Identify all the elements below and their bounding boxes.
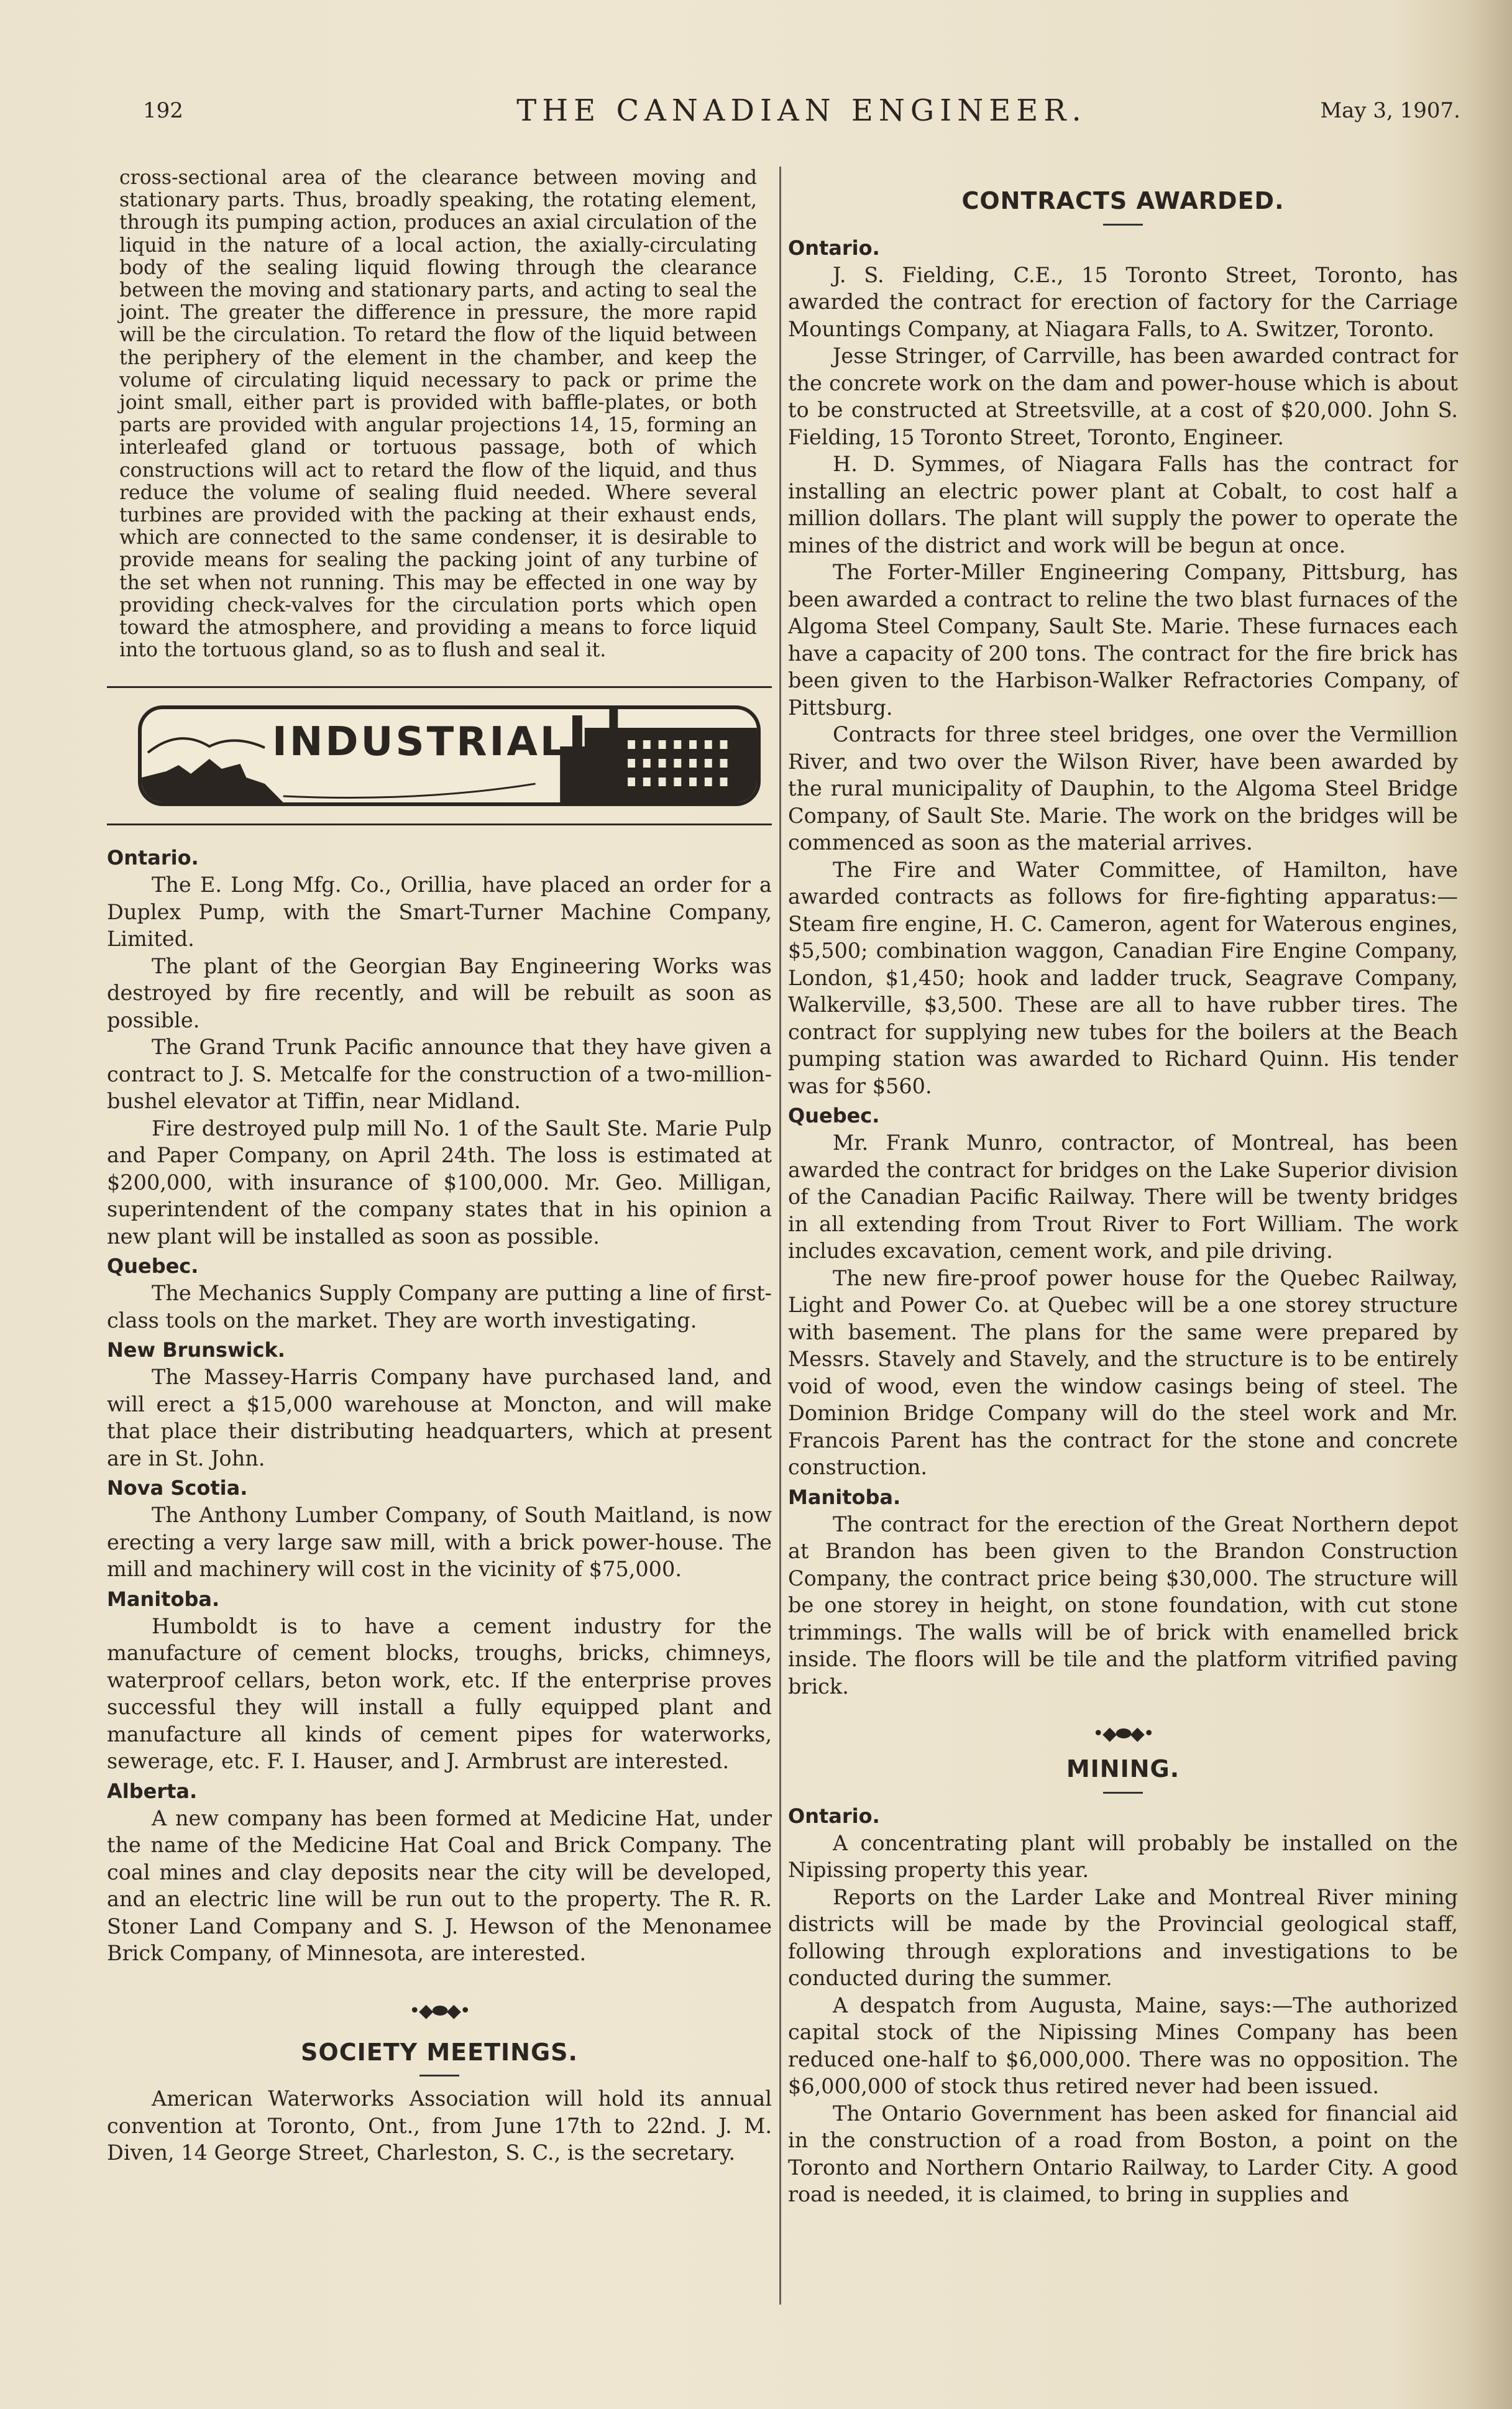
- divider-rule: [107, 686, 772, 688]
- province-heading: Ontario.: [107, 846, 199, 870]
- province-heading: New Brunswick.: [107, 1338, 285, 1362]
- divider-rule: [107, 824, 772, 825]
- news-item: Mr. Frank Munro, contractor, of Montreal, has been awarded the contract for bridges on the Lake Superior division of the Canadian Pacific Railway. There will be twenty bridges in all extending from Trout River to Fort William. The work includes excavation, cement work, and pile driving.: [788, 1131, 1458, 1263]
- title-rule: [419, 2075, 459, 2076]
- section-title-society: SOCIETY MEETINGS.: [301, 2038, 578, 2066]
- news-item: The Ontario Government has been asked for financial aid in the construction of a road from Boston, a point on the Toronto and Northern Ontario Railway, to Larder City. A good road is needed, it is claimed, to bring in supplies and: [788, 2101, 1458, 2206]
- journal-title: THE CANADIAN ENGINEER.: [516, 93, 1087, 128]
- news-item: The Massey-Harris Company have purchased land, and will erect a $15,000 warehouse at Moncton, and will make that place their distributing headquarters, which at present are in St. John.: [107, 1365, 772, 1471]
- news-item: The Mechanics Supply Company are putting a line of first-class tools on the market. They are worth investigating.: [107, 1281, 772, 1333]
- news-item: The Forter-Miller Engineering Company, Pittsburg, has been awarded a contract to reline the two blast furnaces of the Algoma Steel Company, Sault Ste. Marie. These furnaces each have a capacity of 200 tons. The contract for the fire brick has been given to the Harbison-Walker Refractories Company, of Pittsburg.: [788, 560, 1458, 720]
- news-item: American Waterworks Association will hold its annual convention at Toronto, Ont., from June 17th to 22nd. J. M. Diven, 14 George Street, Charleston, S. C., is the secretary.: [107, 2086, 772, 2165]
- news-item: H. D. Symmes, of Niagara Falls has the contract for installing an electric power plant at Cobalt, to cost half a million dollars. The plant will supply the power to operate the mines of the district and work will be begun at once.: [788, 452, 1458, 558]
- province-heading: Quebec.: [107, 1254, 199, 1278]
- news-item: The new fire-proof power house for the Quebec Railway, Light and Power Co. at Quebec will be a one storey structure with basement. The plans for the same were prepared by Messrs. Stavely and Stavely, and the structure is to be entirely void of wood, even the window casings being of steel. The Dominion Bridge Company will do the steel work and Mr. Francois Parent has the contract for the stone and concrete construction.: [788, 1265, 1458, 1479]
- news-item: Jesse Stringer, of Carrville, has been awarded contract for the concrete work on the dam and power-house which is about to be constructed at Streetsville, at a cost of $20,000. John S. Fielding, 15 Toronto Street, Toronto, Engineer.: [788, 344, 1458, 449]
- right-column: [788, 167, 1458, 2208]
- news-item: The contract for the erection of the Great Northern depot at Brandon has been given to the Brandon Construction Company, the contract price being $30,000. The structure will be one storey in height, on stone foundation, with cut stone trimmings. The walls will be of brick with enamelled brick inside. The floors will be tile and the platform vitrified paving brick.: [788, 1512, 1458, 1699]
- title-rule: [1103, 1792, 1143, 1794]
- news-item: Humboldt is to have a cement industry for the manufacture of cement blocks, troughs, bricks, chimneys, waterproof cellars, beton work, etc. If the enterprise proves successful they will install a fully equipped plant and manufacture all kinds of cement pipes for waterworks, sewerage, etc. F. I. Hauser, and J. Armbrust are interested.: [107, 1613, 772, 1774]
- news-item: A concentrating plant will probably be installed on the Nipissing property this year.: [788, 1830, 1458, 1882]
- news-item: A despatch from Augusta, Maine, says:—The authorized capital stock of the Nipissing Mines Company has been reduced one-half to $6,000,000. There was no opposition. The $6,000,000 of stock thus retired never had been issued.: [788, 1993, 1458, 2098]
- banner-graphic: [138, 705, 761, 806]
- article-paragraph: cross-sectional area of the clearance between moving and stationary parts. Thus, broadly speaking, the rotating element, through its pumping action, produces an axial circulation of the liquid in the nature of a local action, the axially-circulating body of the sealing liquid flowing through the clearance between the moving and stationary parts, and acting to seal the joint. The greater the difference in pressure, the more rapid will be the circulation. To retard the flow of the liquid between the periphery of the element in the chamber, and keep the volume of circulating liquid necessary to pack or prime the joint small, either part is provided with baffle-plates, or both parts are provided with angular projections 14, 15, forming an interleafed gland or tortuous passage, both of which constructions will act to retard the flow of the liquid, and thus reduce the volume of sealing fluid needed. Where several turbines are provided with the packing at their exhaust ends, which are connected to the same condenser, it is desirable to provide means for sealing the packing joint of any turbine of the set when not running. This may be effected in one way by providing check-valves for the circulation ports which open toward the atmosphere, and providing a means to force liquid into the tortuous gland, so as to flush and seal it.: [119, 167, 757, 662]
- news-item: A new company has been formed at Medicine Hat, under the name of the Medicine Hat Coal and Brick Company. The coal mines and clay deposits near the city will be developed, and an electric line will be run out to the property. The R. R. Stoner Land Company and S. J. Hewson of the Menonamee Brick Company, of Minnesota, are interested.: [107, 1806, 772, 1966]
- province-heading: Alberta.: [107, 1779, 198, 1803]
- province-heading: Nova Scotia.: [107, 1476, 248, 1500]
- news-item: J. S. Fielding, C.E., 15 Toronto Street, Toronto, has awarded the contract for erection of factory for the Carriage Mountings Company, at Niagara Falls, to A. Switzer, Toronto.: [788, 262, 1458, 341]
- industrial-banner: [107, 686, 772, 825]
- province-heading: Ontario.: [788, 236, 880, 260]
- news-item: Contracts for three steel bridges, one over the Vermillion River, and two over the Wilson River, have been awarded by the rural municipality of Dauphin, to the Algoma Steel Bridge Company, of Sault Ste. Marie. The work on the bridges will be commenced as soon as the material arrives.: [788, 722, 1458, 855]
- banner-title: INDUSTRIAL: [272, 719, 568, 766]
- province-heading: Ontario.: [788, 1804, 880, 1828]
- section-title-contracts: CONTRACTS AWARDED.: [961, 187, 1285, 214]
- news-item: Reports on the Larder Lake and Montreal River mining districts will be made by the Provincial geological staff, following through explorations and investigations to be conducted during the summer.: [788, 1884, 1458, 1990]
- page-number: 192: [143, 98, 183, 123]
- news-item: The plant of the Georgian Bay Engineering Works was destroyed by fire recently, and will be rebuilt as soon as possible.: [107, 953, 772, 1032]
- column-divider: [779, 167, 781, 2305]
- ornament-divider: •◆⬬◆•: [409, 1999, 470, 2022]
- news-item: The E. Long Mfg. Co., Orillia, have placed an order for a Duplex Pump, with the Smart-Turner Machine Company, Limited.: [107, 873, 772, 952]
- news-item: The Grand Trunk Pacific announce that they have given a contract to J. S. Metcalfe for the construction of a two-million-bushel elevator at Tiffin, near Midland.: [107, 1035, 772, 1114]
- province-heading: Manitoba.: [788, 1485, 901, 1509]
- news-item: The Fire and Water Committee, of Hamilton, have awarded contracts as follows for fire-fighting apparatus:—Steam fire engine, H. C. Cameron, agent for Waterous engines, $5,500; combination waggon, Canadian Fire Engine Company, London, $1,450; hook and ladder truck, Seagrave Company, Walkerville, $3,500. These are all to have rubber tires. The contract for supplying new tubes for the boilers at the Beach pumping station was awarded to Richard Quinn. His tender was for $560.: [788, 857, 1458, 1098]
- ornament-divider: •◆⬬◆•: [1093, 1723, 1153, 1745]
- issue-date: May 3, 1907.: [1320, 98, 1460, 123]
- left-column: [107, 167, 772, 2167]
- news-item: The Anthony Lumber Company, of South Maitland, is now erecting a very large saw mill, with a brick power-house. The mill and machinery will cost in the vicinity of $75,000.: [107, 1503, 772, 1582]
- title-rule: [1103, 224, 1143, 226]
- page-header: [143, 93, 1460, 131]
- continued-article: [119, 167, 757, 661]
- province-heading: Quebec.: [788, 1104, 880, 1127]
- section-title-mining: MINING.: [1066, 1755, 1180, 1783]
- news-item: Fire destroyed pulp mill No. 1 of the Sault Ste. Marie Pulp and Paper Company, on April 24th. The loss is estimated at $200,000, with insurance of $100,000. Mr. Geo. Milligan, superintendent of the company states that in his opinion a new plant will be installed as soon as possible.: [107, 1116, 772, 1249]
- province-heading: Manitoba.: [107, 1587, 220, 1611]
